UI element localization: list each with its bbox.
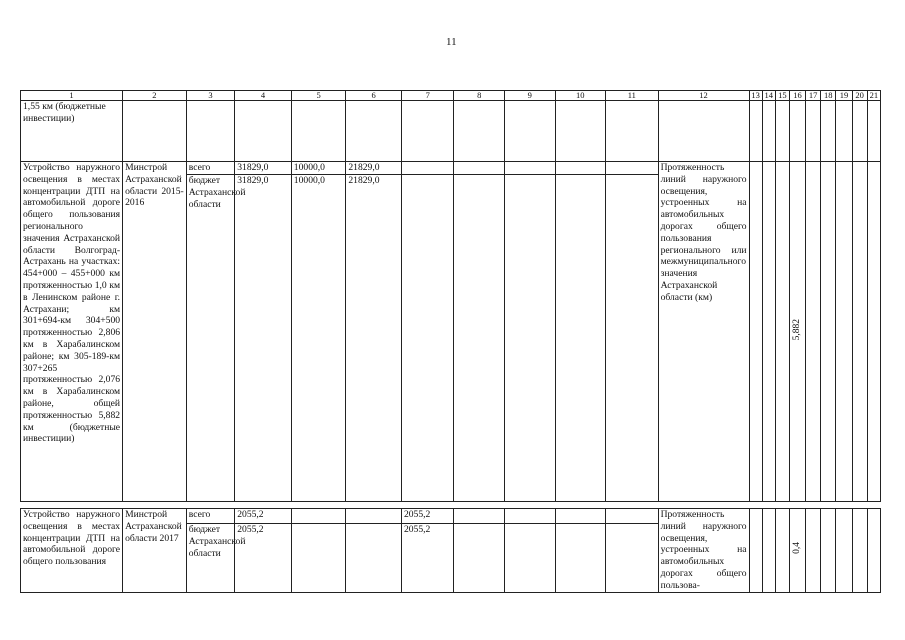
column-number: 3	[186, 91, 235, 101]
column-number: 13	[749, 91, 762, 101]
column-number: 15	[775, 91, 789, 101]
program-table	[20, 90, 881, 593]
item-description: Устройство наружного освещения в местах концентрации ДТП на автомобильной дороге общего пользования регионального значения Астраханской области Волгоград-Астрахань на участках: 454+000 – 455+000 км протяженностью 1,0 км в Ленинском районе г. Астрахани; км 301+694-км 304+500 протяженностью 2,806 км в Харабалинском районе; км 305-189-км 307+265 протяженностью 2,076 км в Харабалинском районе, общей протяженностью 5,882 км (бюджетные инвестиции)	[21, 162, 123, 502]
item-description: Устройство наружного освещения в местах концентрации ДТП на автомобильной дороге общего пользования	[21, 509, 123, 593]
column-number: 6	[346, 91, 402, 101]
amount-cell: 10000,0	[291, 162, 346, 175]
column-number: 5	[291, 91, 346, 101]
column-number: 12	[658, 91, 749, 101]
column-number: 21	[867, 91, 880, 101]
amount-cell: 31829,0	[235, 175, 292, 502]
indicator-value-cell	[789, 162, 805, 502]
column-number: 4	[235, 91, 292, 101]
amount-cell: 2055,2	[235, 524, 292, 593]
row-separator	[21, 502, 881, 509]
amount-cell: 2055,2	[235, 509, 292, 524]
column-number: 14	[762, 91, 775, 101]
indicator-cell: Протяженность линий наружного освещения, устроенных на автомобильных дорогах общего пользова-	[658, 509, 749, 593]
funding-source: всего	[186, 509, 235, 524]
funding-source: бюджет Астраханской области	[186, 175, 235, 502]
page-number: 11	[446, 36, 457, 48]
amount-cell: 2055,2	[401, 524, 454, 593]
column-number: 1	[21, 91, 123, 101]
column-number: 19	[836, 91, 852, 101]
column-number: 9	[505, 91, 556, 101]
column-number-row	[21, 91, 881, 101]
amount-cell: 31829,0	[235, 162, 292, 175]
amount-cell: 21829,0	[346, 175, 402, 502]
column-number: 18	[821, 91, 836, 101]
column-number: 11	[606, 91, 659, 101]
table-row	[21, 101, 881, 162]
indicator-value: 0,4	[791, 542, 802, 555]
funding-source: всего	[186, 162, 235, 175]
table-row	[21, 509, 881, 524]
column-number: 2	[123, 91, 187, 101]
indicator-cell: Протяженность линий наружного освещения, устроенных на автомобильных дорогах общего пользования регионального или межмуниципального значения Астраханской области (км)	[658, 162, 749, 502]
amount-cell: 2055,2	[401, 509, 454, 524]
executor-cell: Минстрой Астраханской области 2015-2016	[123, 162, 187, 502]
column-number: 8	[454, 91, 505, 101]
column-number: 16	[789, 91, 805, 101]
funding-source: бюджет Астраханской области	[186, 524, 235, 593]
amount-cell: 21829,0	[346, 162, 402, 175]
indicator-value-cell	[789, 509, 805, 593]
table-row	[21, 162, 881, 175]
executor-cell: Минстрой Астраханской области 2017	[123, 509, 187, 593]
column-number: 20	[852, 91, 867, 101]
item-description: 1,55 км (бюджетные инвестиции)	[21, 101, 123, 162]
amount-cell: 10000,0	[291, 175, 346, 502]
column-number: 10	[555, 91, 606, 101]
column-number: 17	[806, 91, 821, 101]
indicator-value: 5,882	[791, 318, 802, 341]
column-number: 7	[401, 91, 454, 101]
